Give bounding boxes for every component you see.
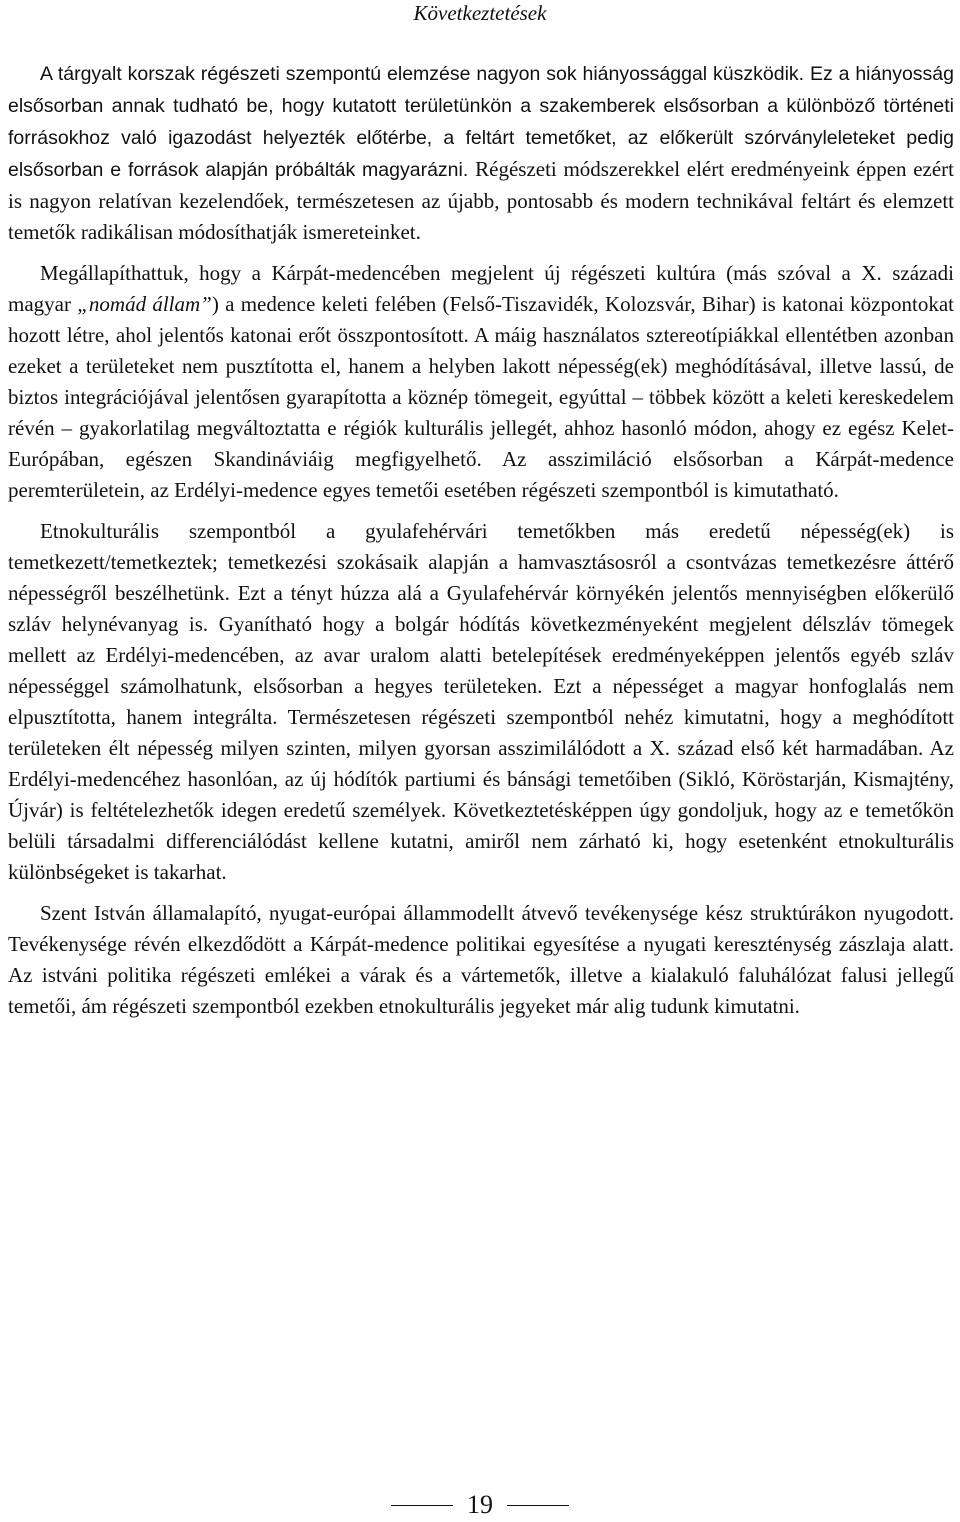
- paragraph-4: [8, 898, 954, 1022]
- paragraph-1: [8, 58, 954, 248]
- footer-rule-right: [507, 1505, 569, 1506]
- paragraph-2: [8, 258, 954, 506]
- section-title: Következtetések: [413, 1, 547, 25]
- paragraph-3: [8, 516, 954, 888]
- body-text: [8, 58, 954, 1032]
- paragraph-2-italic-phrase: „nomád állam”: [77, 292, 212, 316]
- page-number: 19: [467, 1490, 493, 1519]
- paragraph-2-run-3: ) a medence keleti felében (Felső-Tiszavidék, Kolozsvár, Bihar) is katonai központokat hozott létre, ahol jelentős katonai erőt összpontosított. A máig használatos sztereotípiákkal ellentétben azonban ezeket a területeket nem pusztította el, hanem a helyben lakott népesség(ek) meghódításával, illetve lassú, de biztos integrációjával jelentősen gyarapította a köznép tömegeit, egyúttal – többek között a keleti kereskedelem révén – gyakorlatilag megváltoztatta e régiók kulturális jellegét, ahhoz hasonló módon, ahogy ez egész Kelet-Európában, egészen Skandináviáig megfigyelhető. Az asszimiláció elsősorban a Kárpát-medence peremterületein, az Erdélyi-medence egyes temetői esetében régészeti szempontból is kimutatható.: [8, 292, 954, 502]
- paragraph-3-run-1: Etnokulturális szempontból a gyulafehérvári temetőkben más eredetű népesség(ek) is temetkezett/temetkeztek; temetkezési szokásaik alapján a hamvasztásosról a csontvázas temetkezésre áttérő népességről beszélhetünk. Ezt a tényt húzza alá a Gyulafehérvár környékén jelentős mennyiségben előkerülő szláv helynévanyag is. Gyanítható hogy a bolgár hódítás következményeként megjelent délszláv tömegek mellett az Erdélyi-medencében, az avar uralom alatti betelepítések eredményeképpen jelentős egyéb szláv népességgel számolhatunk, elsősorban a hegyes területeken. Ezt a népességet a magyar honfoglalás nem elpusztította, hanem integrálta. Természetesen régészeti szempontból nehéz kimutatni, hogy a meghódított területeken élt népesség milyen szinten, milyen gyorsan asszimilálódott a X. század első két harmadában. Az Erdélyi-medencéhez hasonlóan, az új hódítók partiumi és bánsági temetőiben (Sikló, Köröstarján, Kismajtény, Újvár) is feltételezhetők idegen eredetű személyek. Következtetésképpen úgy gondoljuk, hogy az e temetőkön belüli társadalmi differenciálódást kellene kutatni, amiről nem zárható ki, hogy esetenként etnokulturális különbségeket is takarhat.: [8, 519, 954, 884]
- page-footer: [0, 1488, 960, 1522]
- paragraph-2-run-1: Megállapíthattuk, hogy a Kárpát-medencében megjelent új régészeti kultúra (más szóval a X. századi magyar: [8, 261, 954, 316]
- paragraph-4-run-1: Szent István államalapító, nyugat-európai állammodellt átvevő tevékenysége kész struktúrákon nyugodott. Tevékenysége révén elkezdődött a Kárpát-medence politikai egyesítése a nyugati kereszténység zászlaja alatt. Az istváni politika régészeti emlékei a várak és a vártemetők, illetve a kialakuló faluhálózat falusi jellegű temetői, ám régészeti szempontból ezekben etnokulturális jegyeket már alig tudunk kimutatni.: [8, 901, 954, 1018]
- footer-rule-left: [391, 1505, 453, 1506]
- paragraph-1-run-1: A tárgyalt korszak régészeti szempontú elemzése nagyon sok hiányossággal küszködik. Ez a hiányosság elsősorban annak tudható be, hogy kutatott területünkön a szakemberek elsősorban a különböző történeti forrásokhoz való igazodást helyezték előtérbe, a feltárt temetőket, az előkerült szórványleleteket pedig elsősorban e források alapján próbálták magyarázni.: [8, 63, 954, 181]
- paragraph-1-run-2: Régészeti módszerekkel elért eredményeink éppen ezért is nagyon relatívan kezelendőek, természetesen az újabb, pontosabb és modern technikával feltárt és elemzett temetők radikálisan módosíthatják ismereteinket.: [8, 157, 954, 244]
